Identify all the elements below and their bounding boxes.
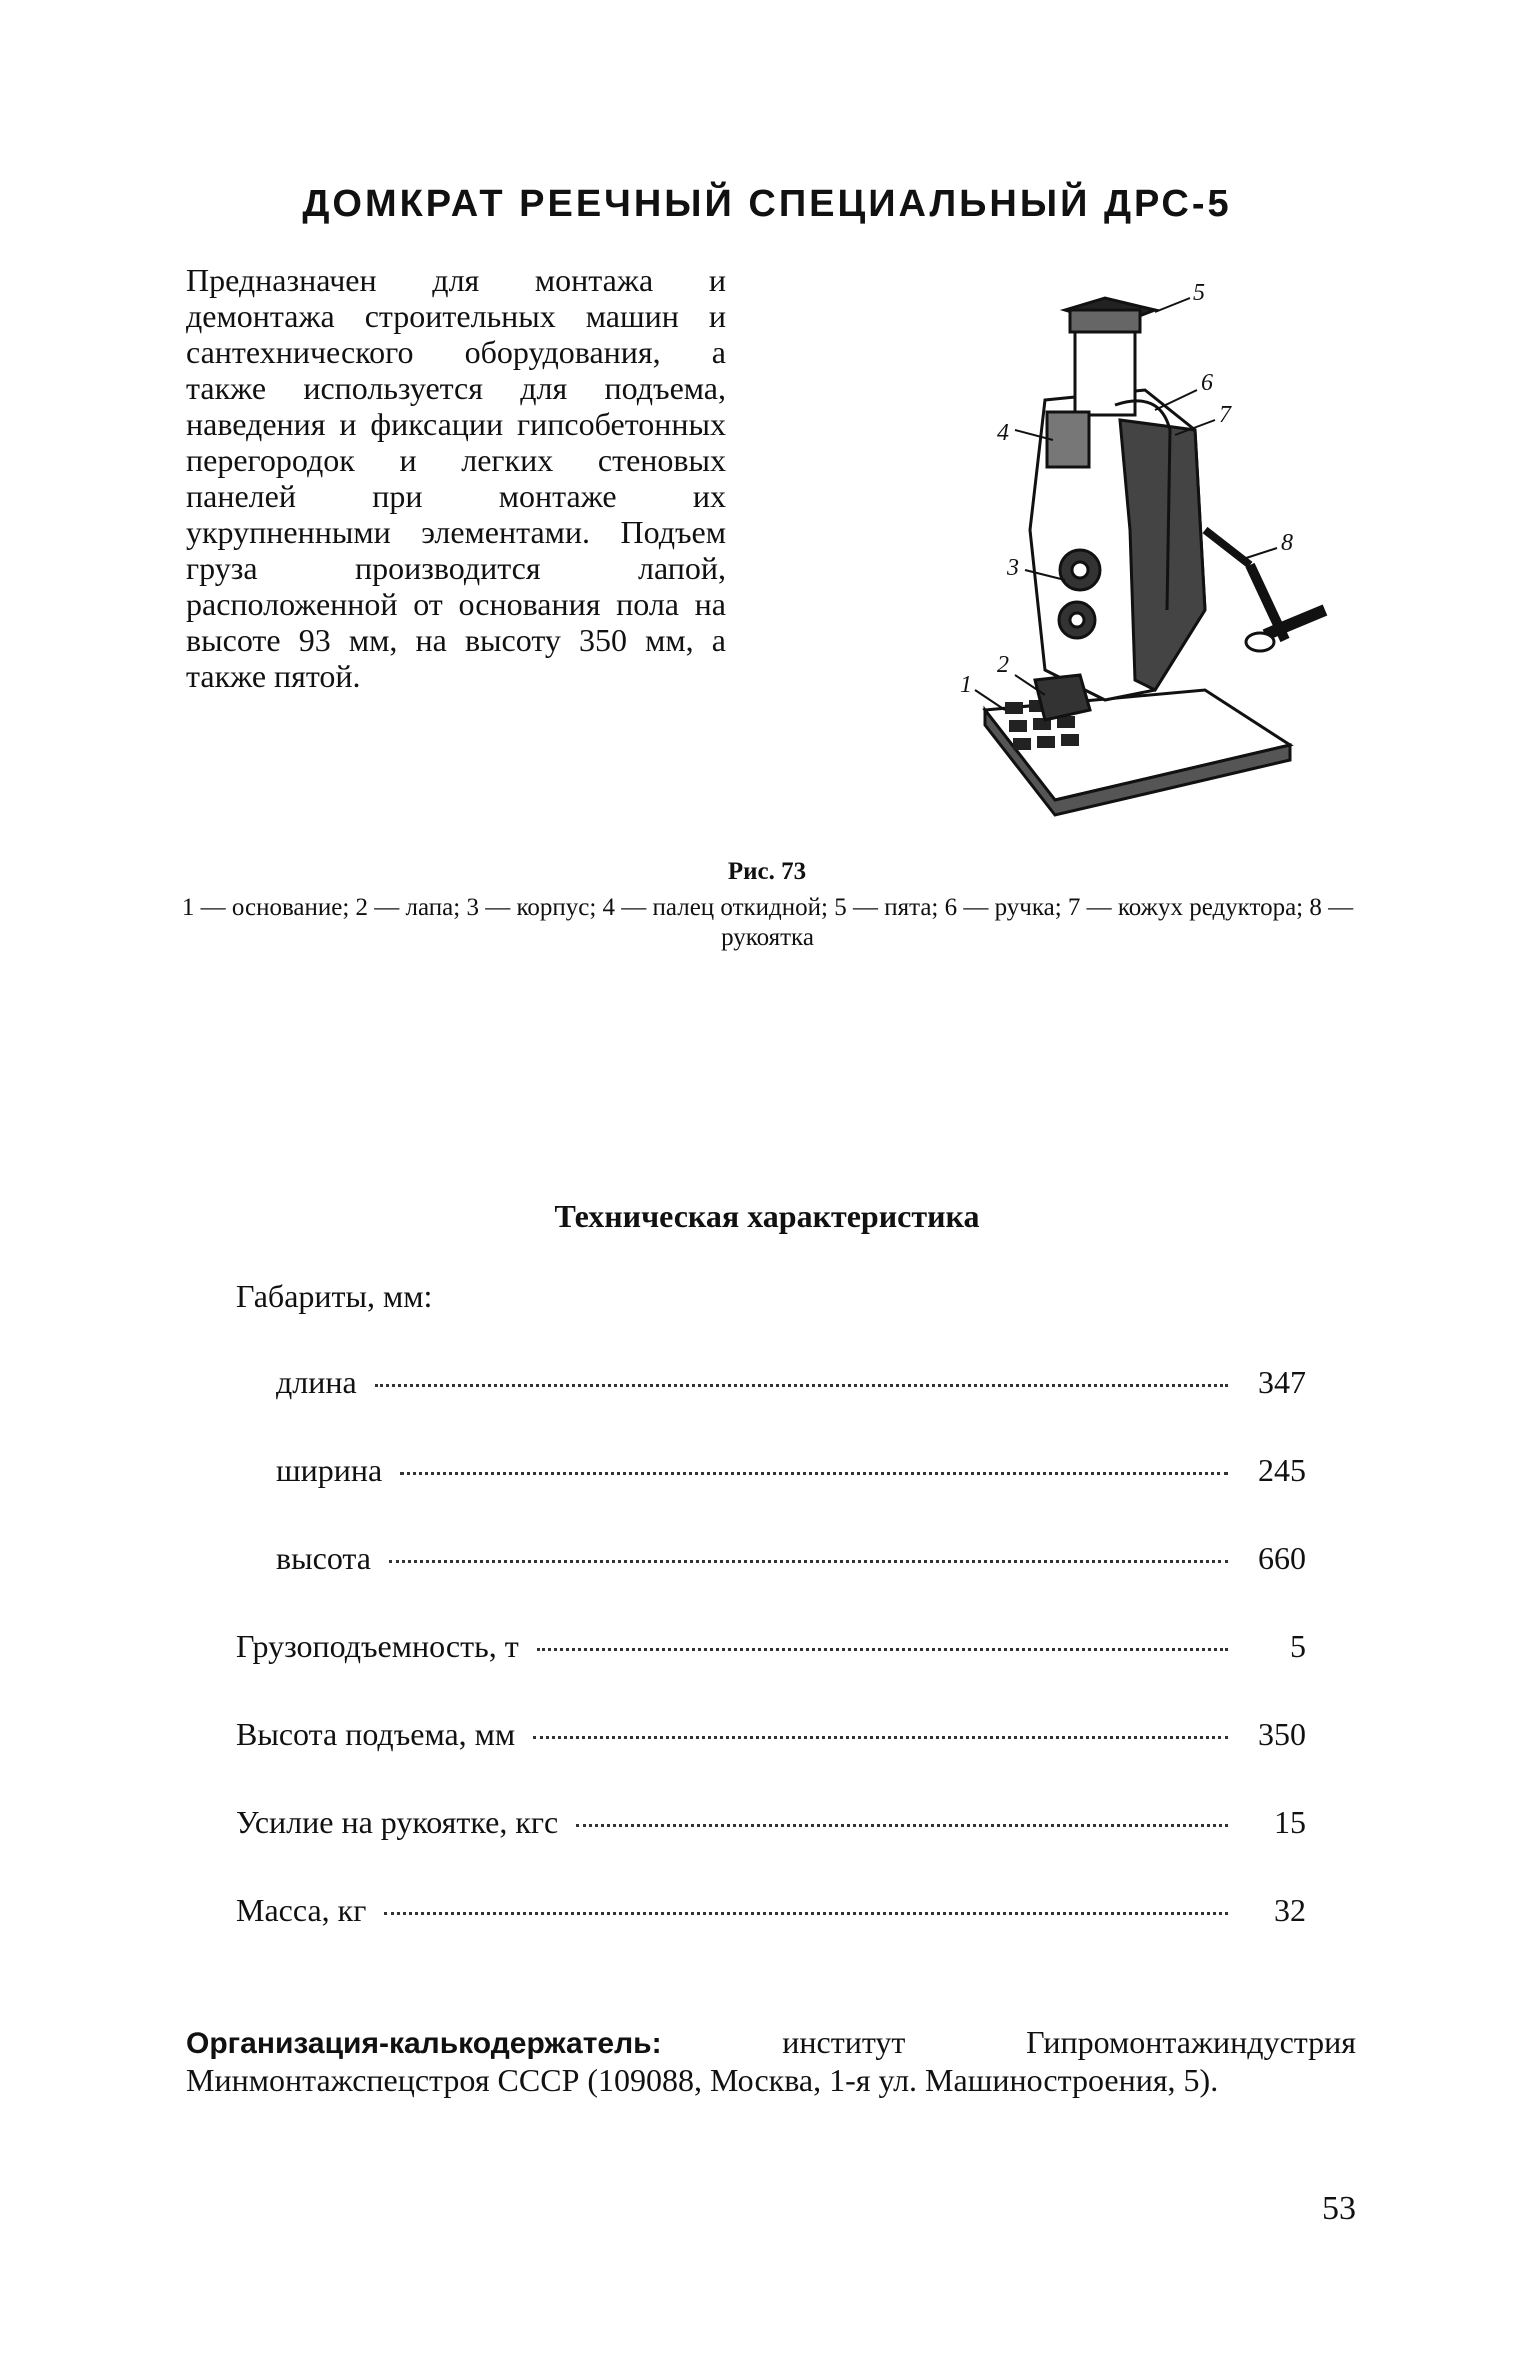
intro-paragraph: Предназначен для монтажа и демонтажа строительных машин и сантехнического оборудования, а также используется для подъема, наведения и фиксации гипсобетонных перегородок и легких стеновых панелей при монтаже их укрупненными элементами. Подъем груза производится лапой, расположенной от основания пола на высоте 93 мм, на высоту 350 мм, а также пятой. <box>186 262 726 694</box>
gear-upper-hub <box>1072 562 1088 578</box>
crank-knob <box>1246 633 1274 651</box>
figure-caption-title: Рис. 73 <box>727 858 807 885</box>
dot-leader <box>400 1472 1228 1475</box>
dot-leader <box>375 1384 1228 1387</box>
spec-row-handle-force <box>236 1804 1306 1892</box>
spec-label: Грузоподъемность, т <box>236 1628 519 1664</box>
spec-label: Масса, кг <box>236 1892 367 1928</box>
organization-note <box>186 2024 1356 2098</box>
folding-pin <box>1047 412 1089 467</box>
gear-lower-hub <box>1070 613 1084 627</box>
gear-cover <box>1120 420 1205 690</box>
spec-value: 245 <box>1258 1452 1306 1488</box>
organization-label: Организация-калькодержатель: <box>186 2027 662 2060</box>
dot-leader <box>389 1560 1228 1563</box>
spec-row-lift-height <box>236 1716 1306 1804</box>
spec-row-mass <box>236 1892 1306 1980</box>
foot <box>1035 675 1090 720</box>
dot-leader <box>533 1736 1228 1739</box>
spec-row-width <box>236 1452 1306 1540</box>
callout-1: 1 <box>960 672 972 698</box>
figure-legend: 1 — основание; 2 — лапа; 3 — корпус; 4 — палец откидной; 5 — пята; 6 — ручка; 7 — кожух редуктора; 8 — рукоятка <box>181 894 1354 951</box>
leader-1 <box>975 690 1005 710</box>
spec-value: 350 <box>1258 1716 1306 1752</box>
spec-label: высота <box>276 1540 371 1576</box>
specs-title: Техническая характеристика <box>554 1198 980 1234</box>
jack-figure <box>905 280 1365 820</box>
callout-2: 2 <box>997 652 1009 678</box>
leader-5 <box>1155 298 1190 312</box>
callout-8: 8 <box>1281 530 1293 556</box>
leader-8 <box>1240 548 1277 560</box>
leader-6 <box>1155 390 1197 410</box>
callout-7: 7 <box>1219 402 1231 428</box>
specs-table <box>236 1276 1306 1980</box>
spec-value: 15 <box>1274 1804 1306 1840</box>
page-number: 53 <box>1322 2190 1356 2227</box>
spec-value: 32 <box>1274 1892 1306 1928</box>
callout-4: 4 <box>997 420 1009 446</box>
heel-block <box>1070 310 1140 332</box>
callout-3: 3 <box>1007 555 1019 581</box>
spec-value: 5 <box>1290 1628 1306 1664</box>
spec-label: длина <box>276 1364 357 1400</box>
spec-row-height <box>236 1540 1306 1628</box>
spec-label: Усилие на рукоятке, кгс <box>236 1804 559 1840</box>
page-title: ДОМКРАТ РЕЕЧНЫЙ СПЕЦИАЛЬНЫЙ ДРС-5 <box>302 183 1232 226</box>
spec-value: 660 <box>1258 1540 1306 1576</box>
organization-text: институт Гипромонтажиндустрия Минмонтажспецстроя СССР (109088, Москва, 1-я ул. Машиностроения, 5). <box>186 2024 1356 2098</box>
spec-row-length <box>236 1364 1306 1452</box>
dot-leader <box>384 1912 1228 1915</box>
callout-6: 6 <box>1201 370 1213 396</box>
spec-row-capacity <box>236 1628 1306 1716</box>
spec-value: 347 <box>1258 1364 1306 1400</box>
dimensions-label: Габариты, мм: <box>236 1278 433 1314</box>
jack-illustration <box>905 280 1365 820</box>
callout-5: 5 <box>1193 280 1205 306</box>
spec-label: ширина <box>276 1452 383 1488</box>
dot-leader <box>537 1648 1228 1651</box>
spec-label: Высота подъема, мм <box>236 1716 516 1752</box>
dot-leader <box>576 1824 1228 1827</box>
